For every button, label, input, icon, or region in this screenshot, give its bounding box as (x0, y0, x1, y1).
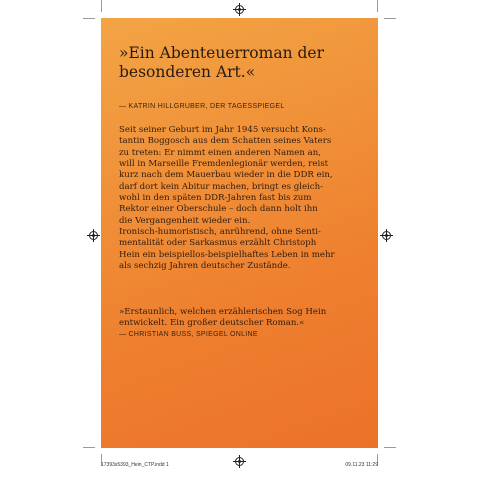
blurb-text (119, 125, 369, 272)
blurb-line: die Vergangenheit wieder ein. (119, 215, 251, 226)
slug-filename: 17393s5393_Hein_CTP.indd 1 (101, 462, 169, 468)
review-quote (119, 307, 369, 330)
crop-mark-top-left (101, 0, 102, 12)
crop-mark-right-top (384, 18, 396, 19)
blurb-line: wohl in den späten DDR-Jahren fast bis zum (119, 193, 312, 204)
review-quote-line: »Erstaunlich, welchen erzählerischen Sog Hein (119, 307, 327, 317)
review-quote-attribution: — CHRISTIAN BUSS, SPIEGEL ONLINE (119, 331, 258, 338)
crop-mark-left-bottom (83, 447, 95, 448)
registration-mark-top (235, 5, 244, 14)
blurb-line: will in Marseille Fremdenlegionär werden, reist (119, 159, 329, 170)
blurb-line: Ironisch-humoristisch, anrührend, ohne Senti- (119, 227, 321, 238)
review-quote-line: entwickelt. Ein großer deutscher Roman.« (119, 318, 305, 329)
blurb-line: kurz nach dem Mauerbau wieder in die DDR ein, (119, 170, 333, 181)
back-cover (101, 18, 378, 448)
crop-mark-right-bottom (384, 447, 396, 448)
slug-timestamp: 09.11.23 11:29 (345, 462, 378, 468)
headline-quote-line: »Ein Abenteuerroman der (119, 44, 324, 62)
crop-mark-left-top (83, 18, 95, 19)
blurb-line: Rektor einer Oberschule – doch dann holt ihn (119, 204, 318, 215)
registration-mark-right (382, 231, 391, 240)
crop-mark-top-right (377, 0, 378, 12)
registration-mark-left (89, 231, 98, 240)
headline-quote-line: besonderen Art.« (119, 63, 256, 81)
blurb-line: mentalität oder Sarkasmus erzählt Christoph (119, 238, 317, 249)
headline-quote-attribution: — KATRIN HILLGRUBER, DER TAGESSPIEGEL (119, 103, 285, 110)
blurb-line: Hein ein beispiellos-beispielhaftes Leben in mehr (119, 249, 335, 260)
blurb-line: darf dort kein Abitur machen, bringt es gleich- (119, 181, 324, 192)
blurb-line: zu treten: Er nimmt einen anderen Namen an, (119, 147, 321, 158)
blurb-line: tantin Boggosch aus dem Schatten seines Vaters (119, 136, 332, 147)
headline-quote (119, 44, 369, 82)
registration-mark-bottom (235, 457, 244, 466)
blurb-line: als sechzig Jahren deutscher Zustände. (119, 261, 291, 272)
blurb-line: Seit seiner Geburt im Jahr 1945 versucht Kons- (119, 125, 326, 135)
